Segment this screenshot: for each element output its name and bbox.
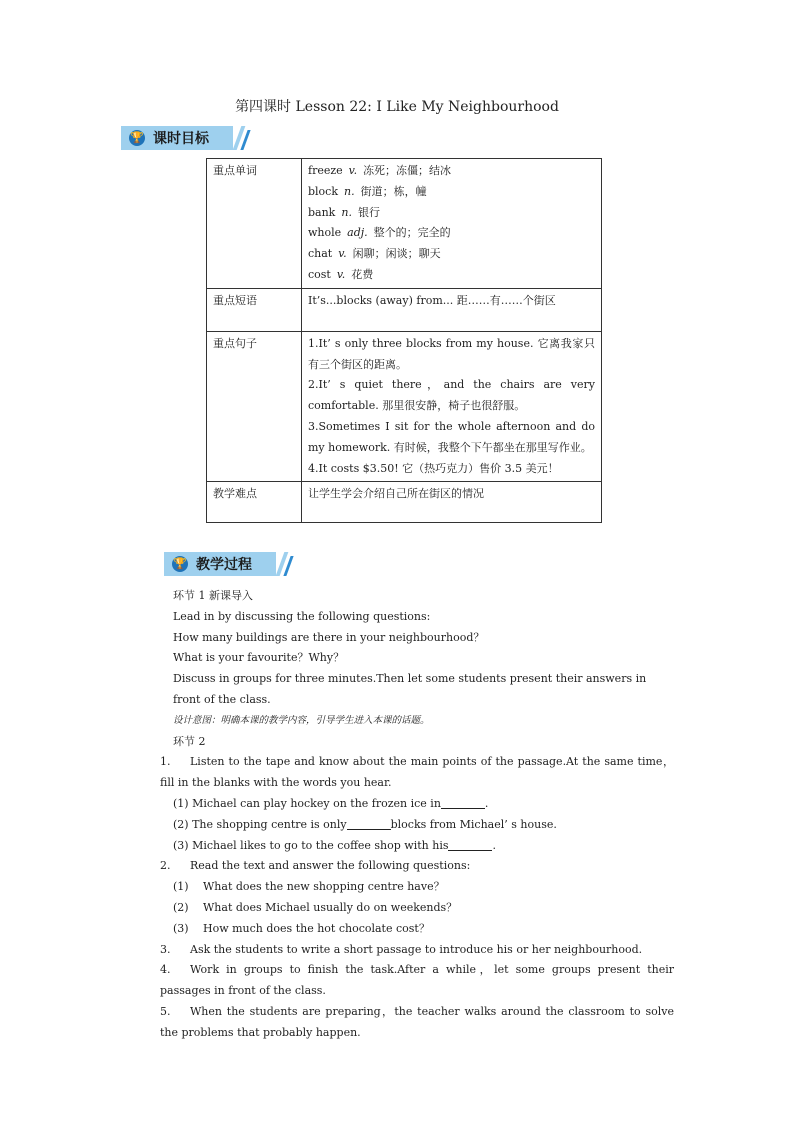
goals-banner	[121, 125, 233, 151]
key-sentence: 4.It costs $3.50! 它（热巧克力）售价 3.5 美元！	[308, 461, 559, 475]
process-item: 5. When the students are preparing，the teacher walks around the classroom to solve the problems that probably happen.	[160, 1004, 674, 1039]
key-sentence: 2.It’ s quiet there，and the chairs are very comfortable. 那里很安静，椅子也很舒服。	[308, 378, 595, 413]
phrase-row	[207, 288, 602, 331]
trophy-icon: 🏆	[130, 131, 144, 144]
step1-title: 环节 1 新课导入	[173, 589, 253, 602]
step1-line: What is your favourite？Why？	[173, 651, 345, 665]
answer-blank[interactable]	[347, 817, 391, 830]
words-header: 重点单词	[207, 159, 302, 289]
fill-item: (1) Michael can play hockey on the frozen ice in .	[173, 796, 489, 810]
answer-blank[interactable]	[441, 796, 485, 809]
process-item: 2. Read the text and answer the following questions:	[160, 859, 471, 873]
question-item: (2) What does Michael usually do on weekends？	[173, 900, 458, 914]
words-cell	[302, 159, 602, 289]
design-note: 设计意图：明确本课的教学内容，引导学生进入本课的话题。	[173, 714, 430, 726]
word-entry: block n. 街道；栋，幢	[308, 184, 427, 198]
step1-line: Discuss in groups for three minutes.Then let some students present their answers in front of the class.	[173, 672, 647, 706]
process-item: 3. Ask the students to write a short passage to introduce his or her neighbourhood.	[160, 942, 643, 956]
process-item: 4. Work in groups to finish the task.After a while，let some groups present their passages in front of the class.	[160, 963, 674, 998]
word-entry: cost v. 花费	[308, 267, 374, 281]
process-banner-label: 教学过程	[196, 557, 252, 573]
key-sentence: 1.It’ s only three blocks from my house. 它离我家只有三个街区的距离。	[308, 336, 595, 371]
phrase-header: 重点短语	[207, 288, 302, 331]
word-entry: whole adj. 整个的；完全的	[308, 226, 451, 240]
sentences-row	[207, 331, 602, 482]
answer-blank[interactable]	[448, 838, 492, 851]
page-title: 第四课时 Lesson 22: I Like My Neighbourhood	[235, 99, 559, 115]
difficulty-header: 教学难点	[207, 482, 302, 523]
teaching-process	[120, 586, 674, 1044]
fill-item: (2) The shopping centre is only blocks from Michael’ s house.	[173, 817, 557, 831]
difficulty-cell: 让学生学会介绍自己所在街区的情况	[302, 482, 602, 523]
question-item: (3) How much does the hot chocolate cost？	[173, 921, 430, 935]
key-sentence: 3.Sometimes I sit for the whole afternoon and do my homework. 有时候，我整个下午都坐在那里写作业。	[308, 419, 595, 454]
trophy-icon: 🏆	[173, 557, 187, 570]
goals-banner-label: 课时目标	[153, 131, 209, 147]
step1-line: How many buildings are there in your neighbourhood？	[173, 630, 485, 644]
word-entry: bank n. 银行	[308, 205, 380, 219]
step1-line: Lead in by discussing the following questions:	[173, 609, 431, 623]
goals-table	[206, 158, 602, 523]
fill-item: (3) Michael likes to go to the coffee shop with his .	[173, 838, 496, 852]
phrase-cell: It’s...blocks (away) from... 距……有……个街区	[302, 288, 602, 331]
words-row	[207, 159, 602, 289]
sentences-header: 重点句子	[207, 331, 302, 482]
word-entry: chat v. 闲聊；闲谈；聊天	[308, 247, 441, 261]
process-banner	[164, 551, 276, 577]
difficulty-row	[207, 482, 602, 523]
step2-title: 环节 2	[173, 734, 206, 748]
question-item: (1) What does the new shopping centre have？	[173, 880, 445, 894]
word-entry: freeze v. 冻死；冻僵；结冰	[308, 164, 452, 177]
sentences-cell	[302, 331, 602, 482]
process-item: 1. Listen to the tape and know about the main points of the passage.At the same time，fill in the blanks with the words you hear.	[160, 755, 674, 790]
